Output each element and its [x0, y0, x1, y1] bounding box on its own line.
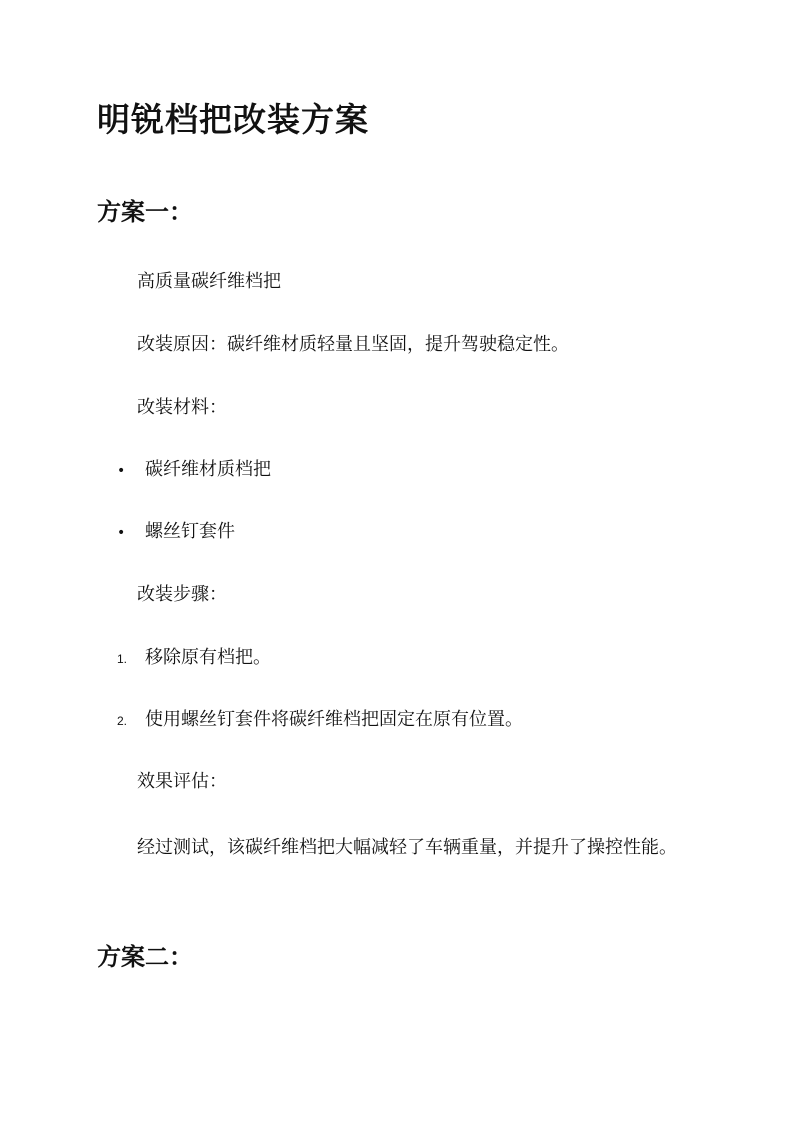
steps-label: 改装步骤： [137, 584, 227, 605]
section1-reason: 改装原因：碳纤维材质轻量且坚固，提升驾驶稳定性。 [137, 334, 569, 355]
list-item [117, 456, 271, 485]
bullet-icon: • [117, 525, 126, 541]
section-heading-2: 方案二： [97, 942, 193, 971]
step-number: 2. [117, 714, 128, 728]
list-item [117, 644, 271, 673]
list-item [117, 706, 523, 735]
evaluation-label: 效果评估： [137, 771, 227, 792]
materials-label: 改装材料： [137, 397, 227, 418]
list-item [117, 518, 235, 547]
list-item-text: 螺丝钉套件 [145, 521, 235, 542]
list-item-text: 使用螺丝钉套件将碳纤维档把固定在原有位置。 [145, 709, 523, 730]
document-title: 明锐档把改装方案 [97, 100, 369, 139]
section-heading-1: 方案一： [97, 197, 193, 226]
evaluation-text: 经过测试，该碳纤维档把大幅减轻了车辆重量，并提升了操控性能。 [137, 837, 677, 858]
step-number: 1. [117, 652, 128, 666]
list-item-text: 碳纤维材质档把 [145, 459, 271, 480]
list-item-text: 移除原有档把。 [145, 647, 271, 668]
section1-subtitle: 高质量碳纤维档把 [137, 271, 281, 292]
bullet-icon: • [117, 463, 126, 479]
